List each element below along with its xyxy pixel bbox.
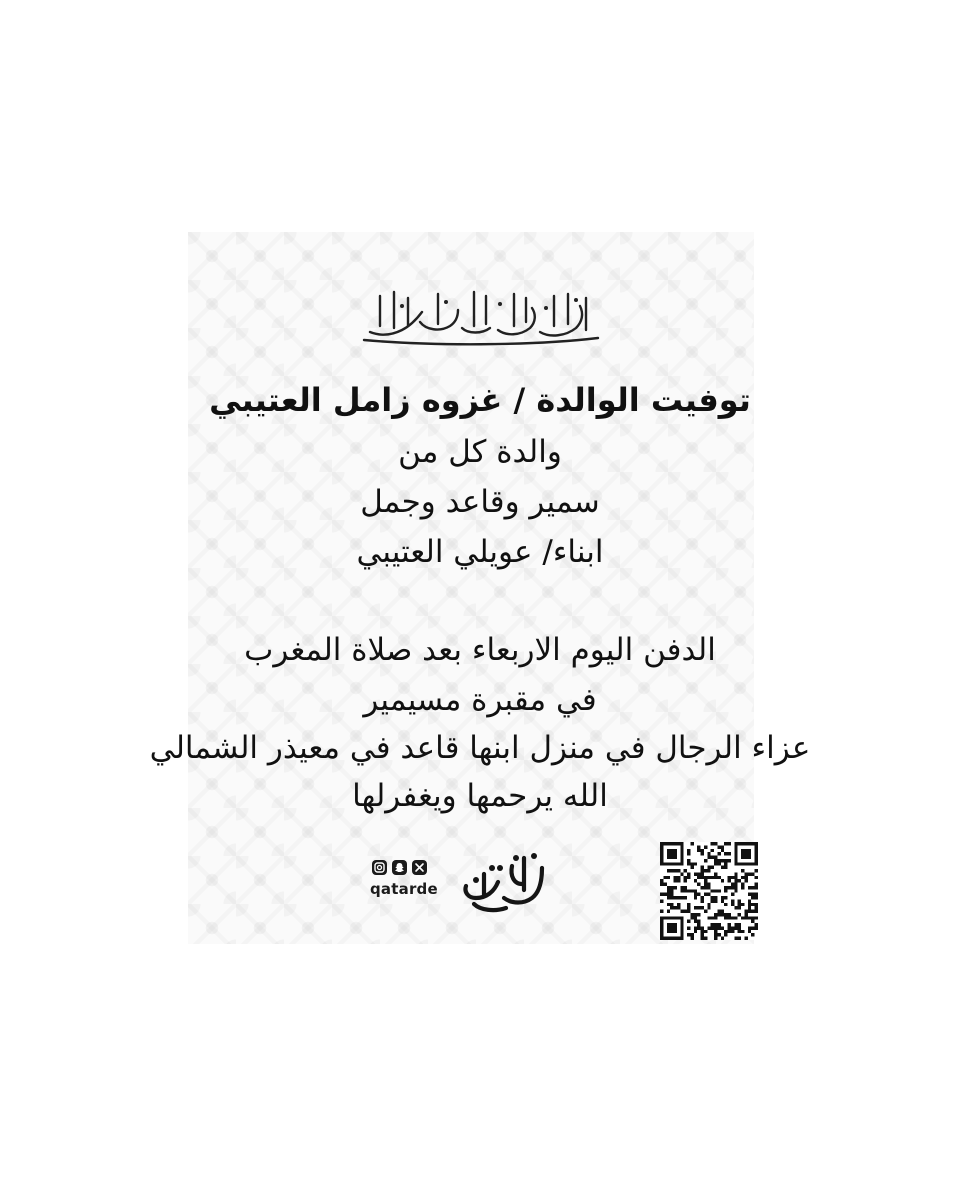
obituary-title: توفيت الوالدة / غزوه زامل العتيبي	[209, 381, 751, 419]
instagram-icon	[372, 860, 387, 875]
sons-lineage-line: ابناء/ عويلي العتيبي	[356, 534, 604, 570]
qr-code[interactable]	[660, 842, 758, 940]
sons-names-line: سمير وقاعد وجمل	[360, 484, 600, 520]
social-icons	[372, 860, 432, 876]
brand-calligraphy-logo	[454, 848, 554, 916]
mother-of-line: والدة كل من	[398, 434, 562, 470]
prayer-line: الله يرحمها ويغفرلها	[352, 778, 608, 814]
cemetery-line: في مقبرة مسيمير	[363, 682, 597, 718]
brand-logo-area	[370, 848, 560, 918]
burial-time-line: الدفن اليوم الاربعاء بعد صلاة المغرب	[244, 632, 716, 668]
brand-handle: qatarde	[370, 880, 438, 898]
x-icon	[412, 860, 427, 875]
snapchat-icon	[392, 860, 407, 875]
quran-verse-calligraphy	[350, 282, 610, 348]
condolence-location-line: عزاء الرجال في منزل ابنها قاعد في معيذر الشمالي	[149, 730, 811, 766]
